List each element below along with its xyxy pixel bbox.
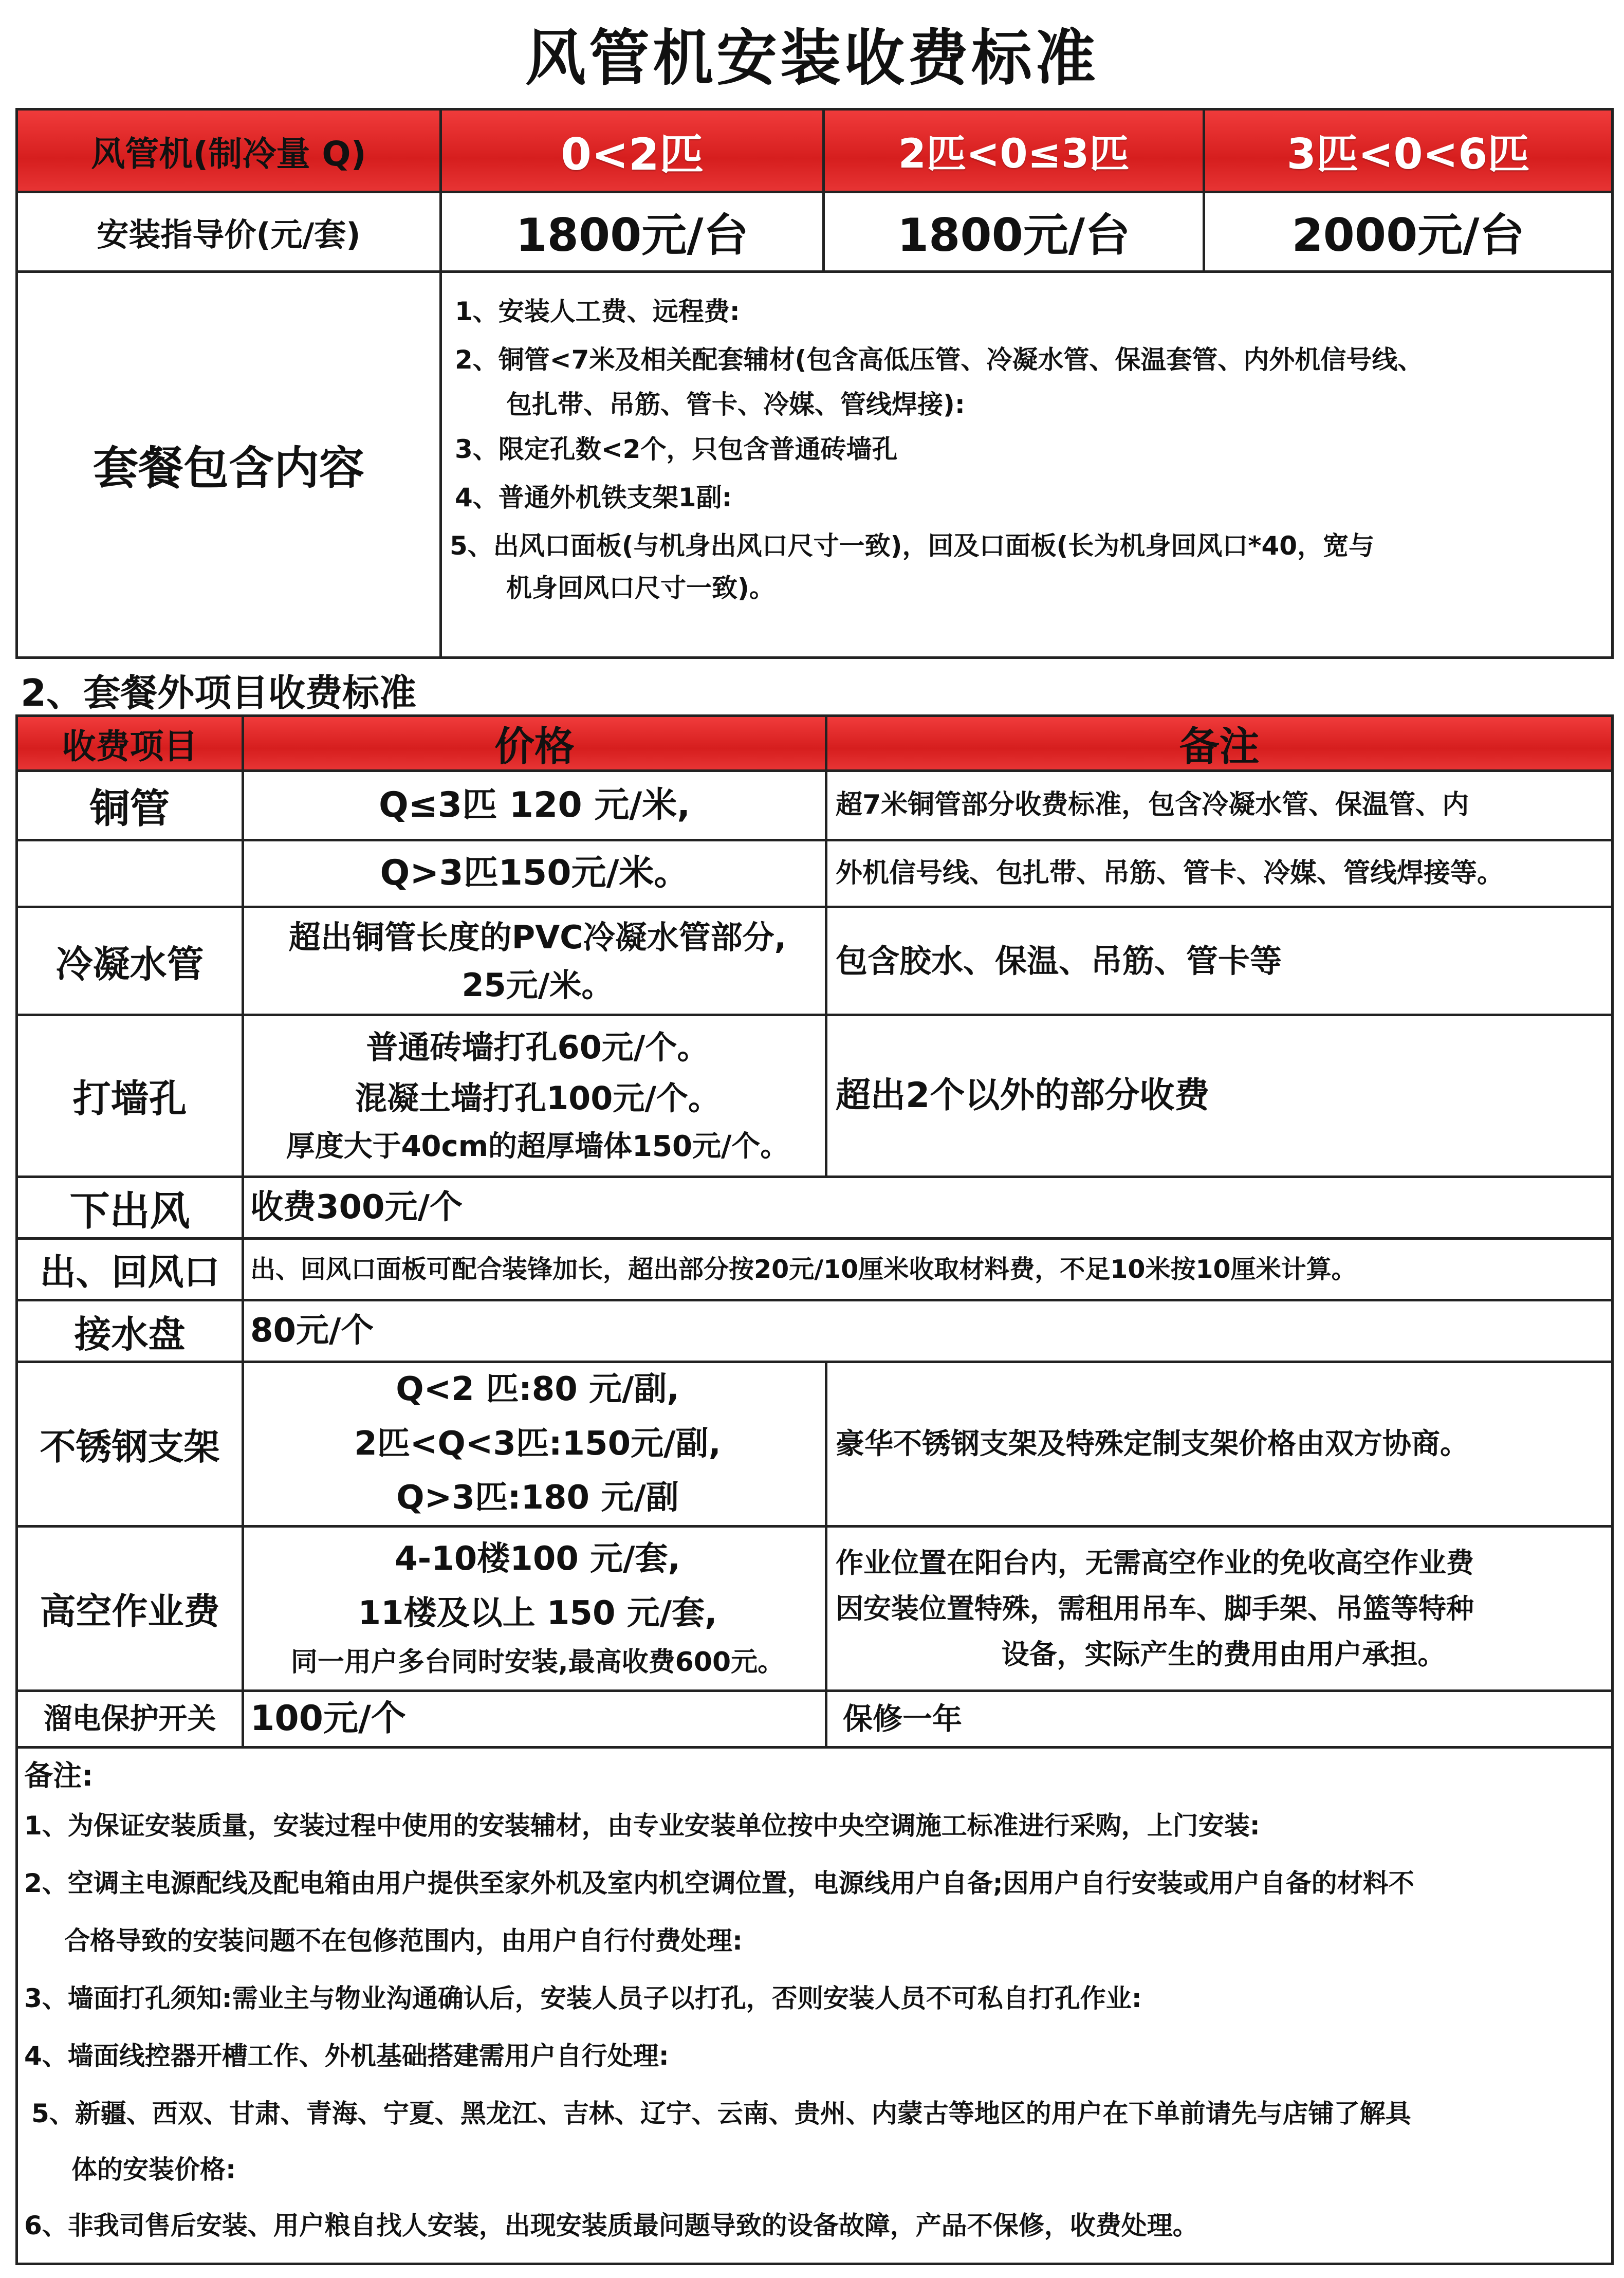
page-title: 风管机安装收费标准 xyxy=(525,23,1099,94)
drain-price-2: 25元/米。 xyxy=(462,966,614,1004)
drip-tray-price-cell xyxy=(242,1299,1614,1363)
bottom-outlet-price-cell xyxy=(242,1175,1614,1240)
table1-header-col2 xyxy=(822,108,1205,193)
wall-label: 打墙孔 xyxy=(72,1077,187,1121)
package-content-cell xyxy=(439,270,1614,659)
height-price-1: 4-10楼100 元/套, xyxy=(395,1540,680,1578)
breaker-remark: 保修一年 xyxy=(843,1701,963,1737)
package-label-cell xyxy=(15,270,442,659)
vents-text-cell xyxy=(242,1237,1614,1301)
price-row-label-cell xyxy=(15,191,442,273)
package-item: 3、限定孔数<2个，只包含普通砖墙孔 xyxy=(455,434,898,464)
wall-price-2: 混凝土墙打孔100元/个。 xyxy=(355,1079,721,1117)
breaker-label-cell xyxy=(15,1689,244,1749)
bottom-outlet-price: 收费300元/个 xyxy=(250,1188,463,1227)
package-label: 套餐包含内容 xyxy=(93,442,364,494)
price-row-label: 安装指导价(元/套) xyxy=(97,215,361,253)
copper-remark-cell-1 xyxy=(825,769,1614,841)
height-price-cell xyxy=(242,1525,827,1692)
bracket-remark: 豪华不锈钢支架及特殊定制支架价格由双方协商。 xyxy=(836,1427,1469,1461)
wall-price-3: 厚度大于40cm的超厚墙体150元/个。 xyxy=(286,1130,789,1164)
height-remark-1: 作业位置在阳台内，无需高空作业的免收高空作业费 xyxy=(836,1546,1474,1579)
wall-price-cell xyxy=(242,1014,827,1178)
note-line: 6、非我司售后安装、用户粮自找人安装，出现安装质最问题导致的设备故障，产品不保修，收费处理。 xyxy=(24,2211,1198,2240)
height-price-3: 同一用户多台同时安装,最高收费600元。 xyxy=(290,1647,785,1678)
copper-label-cell xyxy=(15,769,244,841)
height-remark-3: 设备，实际产生的费用由用户承担。 xyxy=(1001,1638,1446,1671)
bracket-label: 不锈钢支架 xyxy=(40,1426,220,1468)
price-cell-3 xyxy=(1203,191,1614,273)
header-remark: 备注 xyxy=(1179,724,1260,770)
drip-tray-label-cell xyxy=(15,1299,244,1363)
height-label: 高空作业费 xyxy=(40,1590,220,1632)
table1-header-col1 xyxy=(439,108,825,193)
note-line: 3、墙面打孔须知:需业主与物业沟通确认后，安装人员子以打孔，否则安装人员不可私自打孔作业: xyxy=(24,1983,1142,2013)
breaker-price-cell xyxy=(242,1689,827,1749)
copper-label-cell-2 xyxy=(15,839,244,908)
drain-label-cell xyxy=(15,906,244,1016)
copper-remark-2: 外机信号线、包扎带、吊筋、管卡、冷媒、管线焊接等。 xyxy=(836,857,1504,889)
price-cell-2 xyxy=(822,191,1205,273)
price-value-1: 1800元/台 xyxy=(515,209,749,262)
drain-remark-cell xyxy=(825,906,1614,1016)
table2-header-item xyxy=(15,714,244,772)
vents-label-cell xyxy=(15,1237,244,1301)
table2-header-price xyxy=(242,714,827,772)
vents-label: 出、回风口 xyxy=(40,1251,220,1293)
drip-tray-price: 80元/个 xyxy=(250,1312,374,1350)
package-item: 机身回风口尺寸一致)。 xyxy=(506,573,775,603)
wall-label-cell xyxy=(15,1014,244,1178)
copper-remark-1: 超7米铜管部分收费标准，包含冷凝水管、保温管、内 xyxy=(836,789,1469,821)
height-label-cell xyxy=(15,1525,244,1692)
header-range-1: 0<2匹 xyxy=(561,129,704,180)
note-line: 合格导致的安装问题不在包修范围内，由用户自行付费处理: xyxy=(64,1926,743,1956)
table2-header-remark xyxy=(825,714,1614,772)
package-item: 包扎带、吊筋、管卡、冷媒、管线焊接): xyxy=(506,390,965,419)
header-price: 价格 xyxy=(494,724,575,770)
height-remark-2: 因安装位置特殊，需租用吊车、脚手架、吊篮等特种 xyxy=(836,1592,1474,1625)
drain-label: 冷凝水管 xyxy=(56,942,204,986)
wall-price-1: 普通砖墙打孔60元/个。 xyxy=(366,1028,709,1067)
drain-remark: 包含胶水、保温、吊筋、管卡等 xyxy=(836,942,1282,980)
bracket-price-cell xyxy=(242,1361,827,1528)
height-price-2: 11楼及以上 150 元/套, xyxy=(358,1594,717,1632)
notes-box xyxy=(15,1746,1614,2265)
height-remark-list xyxy=(827,1540,1611,1677)
header-range-2: 2匹<0≤3匹 xyxy=(898,131,1130,177)
table1-header-col0 xyxy=(15,108,442,193)
price-value-3: 2000元/台 xyxy=(1291,209,1525,262)
copper-price-cell-1 xyxy=(242,769,827,841)
breaker-price: 100元/个 xyxy=(250,1698,406,1739)
note-line: 1、为保证安装质量，安装过程中使用的安装辅材，由专业安装单位按中央空调施工标准进行采购，上门安装: xyxy=(24,1811,1260,1841)
bottom-outlet-label: 下出风 xyxy=(69,1188,190,1235)
table1-header-col3 xyxy=(1203,108,1614,193)
vents-text: 出、回风口面板可配合装锋加长，超出部分按20元/10厘米收取材料费，不足10米按10厘米计算。 xyxy=(250,1254,1357,1284)
wall-remark-cell xyxy=(825,1014,1614,1178)
header-label-capacity: 风管机(制冷量 Q) xyxy=(91,134,366,174)
copper-price-cell-2 xyxy=(242,839,827,908)
note-line: 5、新疆、西双、甘肃、青海、宁夏、黑龙江、吉林、辽宁、云南、贵州、内蒙古等地区的用户在下单前请先与店铺了解具 xyxy=(31,2099,1411,2128)
height-remark-cell xyxy=(825,1525,1614,1692)
section2-title: 2、套餐外项目收费标准 xyxy=(21,671,417,714)
wall-remark: 超出2个以外的部分收费 xyxy=(836,1075,1210,1116)
header-item: 收费项目 xyxy=(62,726,198,766)
price-cell-1 xyxy=(439,191,825,273)
package-item: 5、出风口面板(与机身出风口尺寸一致)，回及口面板(长为机身回风口*40，宽与 xyxy=(450,531,1375,561)
package-list xyxy=(442,273,1423,606)
package-item: 4、普通外机铁支架1副: xyxy=(455,483,732,512)
bracket-price-1: Q<2 匹:80 元/副, xyxy=(396,1370,679,1409)
note-line: 体的安装价格: xyxy=(71,2155,236,2184)
copper-remark-cell-2 xyxy=(825,839,1614,908)
bracket-price-3: Q>3匹:180 元/副 xyxy=(396,1479,679,1517)
bracket-label-cell xyxy=(15,1361,244,1528)
bracket-price-2: 2匹<Q<3匹:150元/副, xyxy=(354,1424,721,1463)
drip-tray-label: 接水盘 xyxy=(74,1312,186,1356)
bottom-outlet-label-cell xyxy=(15,1175,244,1240)
copper-label: 铜管 xyxy=(89,786,170,832)
copper-price-1: Q≤3匹 120 元/米, xyxy=(378,784,691,825)
drain-price-1: 超出铜管长度的PVC冷凝水管部分, xyxy=(288,918,787,956)
breaker-remark-cell xyxy=(825,1689,1614,1749)
header-range-3: 3匹<0<6匹 xyxy=(1286,130,1530,179)
package-item: 1、安装人工费、远程费: xyxy=(455,297,740,326)
drain-price-cell xyxy=(242,906,827,1016)
price-value-2: 1800元/台 xyxy=(897,209,1131,262)
note-line: 2、空调主电源配线及配电箱由用户提供至家外机及室内机空调位置，电源线用户自备;因用户自行安装或用户自备的材料不 xyxy=(24,1868,1414,1898)
breaker-label: 溜电保护开关 xyxy=(43,1702,216,1736)
bracket-remark-cell xyxy=(825,1361,1614,1528)
package-item: 2、铜管<7米及相关配套辅材(包含高低压管、冷凝水管、保温套管、内外机信号线、 xyxy=(455,345,1424,375)
note-line: 4、墙面线控器开槽工作、外机基础搭建需用户自行处理: xyxy=(24,2041,669,2071)
notes-title: 备注: xyxy=(24,1759,94,1793)
copper-price-2: Q>3匹150元/米。 xyxy=(380,853,689,894)
